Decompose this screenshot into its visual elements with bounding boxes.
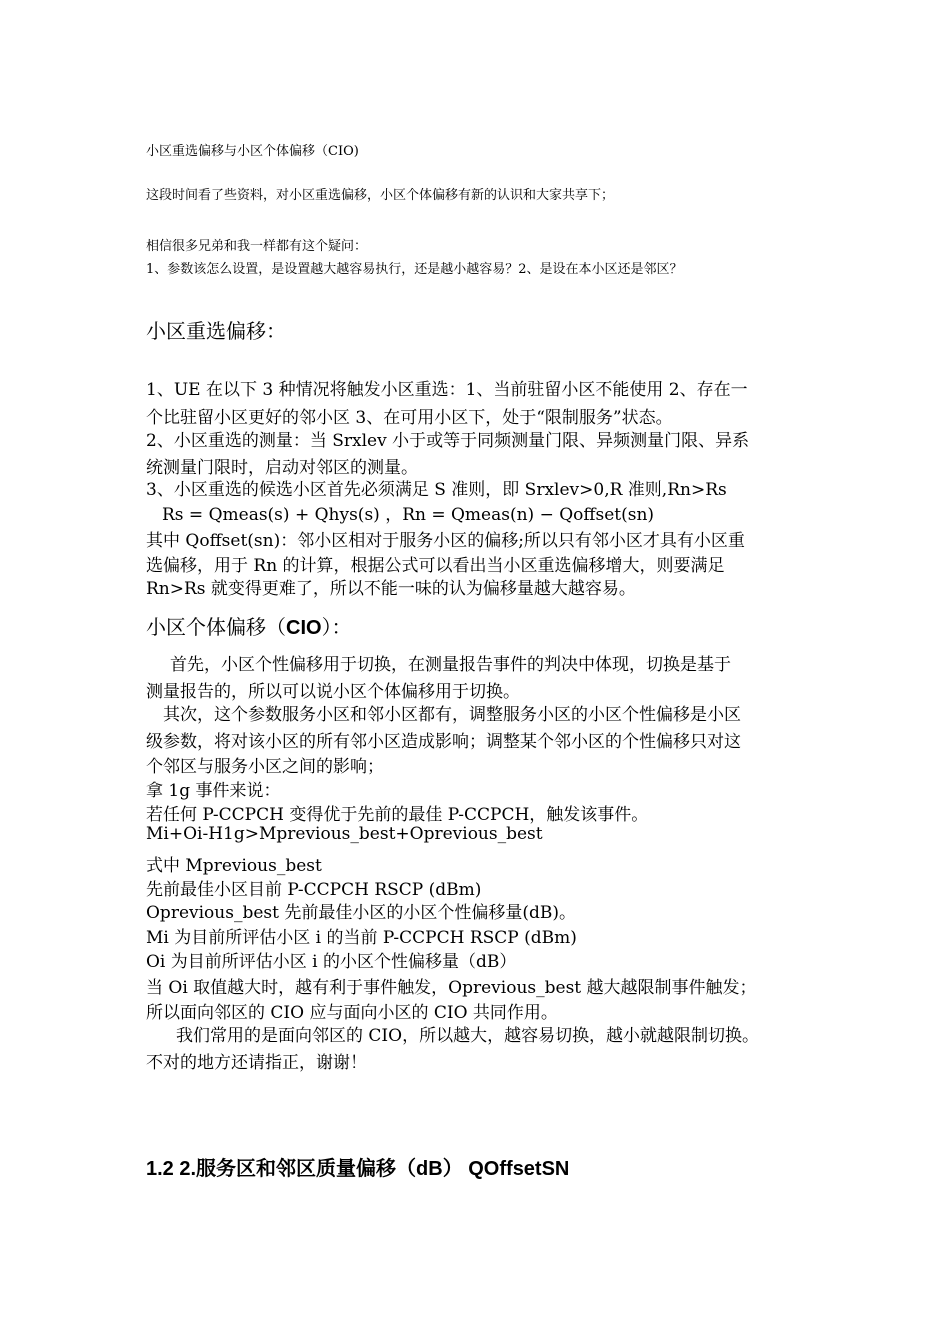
- section2-line: 我们常用的是面向邻区的 CIO，所以越大，越容易切换，越小就越限制切换。: [176, 1026, 760, 1046]
- section2-line: 测量报告的，所以可以说小区个体偏移用于切换。: [146, 682, 520, 702]
- section2-line: 拿 1g 事件来说：: [146, 781, 281, 801]
- section1-line: 2、小区重选的测量：当 Srxlev 小于或等于同频测量门限、异频测量门限、异系: [146, 431, 750, 451]
- section2-line: 其次，这个参数服务小区和邻小区都有，调整服务小区的小区个性偏移是小区: [163, 705, 741, 725]
- section2-line: Mi 为目前所评估小区 i 的当前 P-CCPCH RSCP (dBm): [146, 928, 577, 948]
- section3-heading: 1.2 2.服务区和邻区质量偏移（dB） QOffsetSN: [146, 1158, 570, 1180]
- section2-heading-prefix: 小区个体偏移（: [146, 615, 286, 639]
- formula-line: Rs = Qmeas(s) + Qhys(s) ，Rn = Qmeas(n) − Qoffset(sn): [162, 505, 655, 525]
- section1-line: 个比驻留小区更好的邻小区 3、在可用小区下，处于“限制服务”状态。: [146, 408, 673, 428]
- section2-line: Oi 为目前所评估小区 i 的小区个性偏移量（dB）: [146, 952, 517, 972]
- section2-heading-suffix: ）：: [321, 615, 352, 639]
- section2-heading-cio: CIO: [286, 617, 322, 639]
- section1-heading: 小区重选偏移：: [146, 319, 286, 343]
- section2-line: 个邻区与服务小区之间的影响；: [146, 757, 384, 777]
- section2-line: 级参数，将对该小区的所有邻小区造成影响；调整某个邻小区的个性偏移只对这: [146, 732, 741, 752]
- formula-line: Mi+Oi-H1g>Mprevious_best+Oprevious_best: [146, 824, 543, 844]
- intro-text: 这段时间看了些资料，对小区重选偏移，小区个体偏移有新的认识和大家共享下；: [146, 188, 615, 203]
- section2-line: 首先，小区个性偏移用于切换，在测量报告事件的判决中体现，切换是基于: [170, 655, 731, 675]
- section2-line: 先前最佳小区目前 P-CCPCH RSCP (dBm): [146, 880, 482, 900]
- section2-line: 若任何 P-CCPCH 变得优于先前的最佳 P-CCPCH，触发该事件。: [146, 805, 649, 825]
- doc-title: 小区重选偏移与小区个体偏移（CIO): [146, 144, 359, 159]
- question-text: 1、参数该怎么设置，是设置越大越容易执行，还是越小越容易？2、是设在本小区还是邻区？: [146, 262, 683, 277]
- section2-heading: [146, 611, 352, 640]
- section2-line: Oprevious_best 先前最佳小区的小区个性偏移量(dB)。: [146, 903, 576, 923]
- section1-line: 选偏移，用于 Rn 的计算，根据公式可以看出当小区重选偏移增大，则要满足: [146, 556, 725, 576]
- section1-line: 统测量门限时，启动对邻区的测量。: [146, 458, 418, 478]
- section1-line: 其中 Qoffset(sn)：邻小区相对于服务小区的偏移;所以只有邻小区才具有小区重: [146, 531, 745, 551]
- section1-line: Rn>Rs 就变得更难了，所以不能一味的认为偏移量越大越容易。: [146, 579, 636, 599]
- section1-line: 1、UE 在以下 3 种情况将触发小区重选：1、当前驻留小区不能使用 2、存在一: [146, 380, 748, 400]
- section2-line: 所以面向邻区的 CIO 应与面向小区的 CIO 共同作用。: [146, 1003, 558, 1023]
- section2-line: 不对的地方还请指正，谢谢！: [146, 1053, 367, 1073]
- section2-line: 当 Oi 取值越大时，越有利于事件触发，Oprevious_best 越大越限制事件触发；: [146, 978, 757, 998]
- question-lead: 相信很多兄弟和我一样都有这个疑问：: [146, 239, 368, 254]
- section1-line: 3、小区重选的候选小区首先必须满足 S 准则，即 Srxlev>0,R 准则,Rn>Rs: [146, 480, 727, 500]
- section2-line: 式中 Mprevious_best: [146, 856, 322, 876]
